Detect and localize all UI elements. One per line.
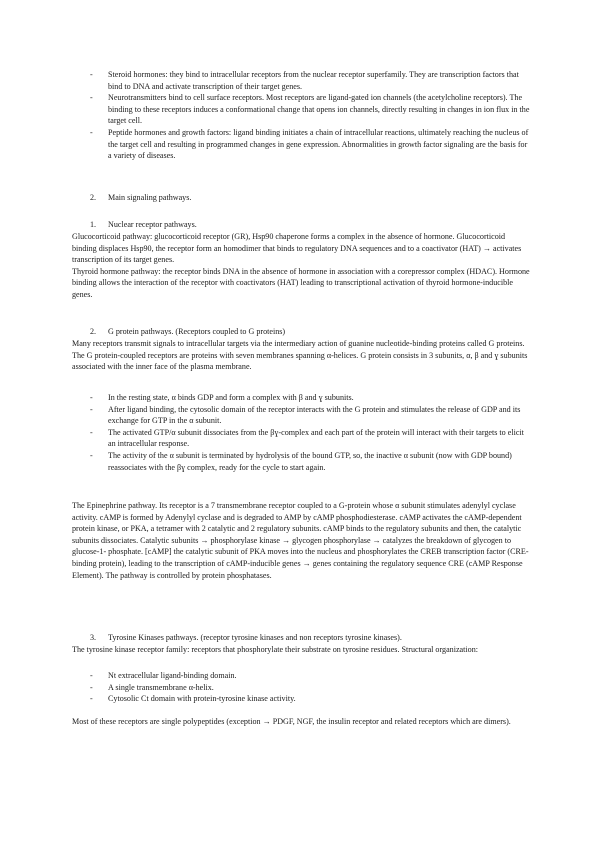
subsection-heading-nuclear: 1. Nuclear receptor pathways.: [90, 220, 197, 229]
list-item: - The activated GTP/α subunit dissociates from the βɣ-complex and each part of the protein will interact with their targets to elicit an intracellular response.: [90, 427, 524, 449]
glucocorticoid-paragraph: Glucocorticoid pathway: glucocorticoid receptor (GR), Hsp90 chaperone forms a complex in the absence of hormone. Glucocorticoid binding displaces Hsp90, the receptor form an homodimer that binds to regulatory DNA sequences and to a coactivator (HAT) → activates transcription of its target genes.: [72, 232, 522, 265]
section-heading-main-pathways: 2. Main signaling pathways.: [90, 193, 192, 202]
thyroid-paragraph: Thyroid hormone pathway: the receptor binds DNA in the absence of hormone in association with a corepressor complex (HDAC). Hormone binding allows the interaction of the receptor with coactivators (HAT) leading to transcriptional activation of thyroid hormone-inducible genes.: [72, 266, 530, 299]
gprotein-bullet-list: [90, 392, 530, 473]
epinephrine-paragraph: The Epinephrine pathway. Its receptor is a 7 transmembrane receptor coupled to a G-protein whose α subunit stimulates adenylyl cyclase activity. cAMP is formed by Adenylyl cyclase and is degraded to AMP by cAMP phosphodiesterase. cAMP activates the cAMP-dependent protein kinase, or PKA, a tetramer with 2 catalytic and 2 regulatory subunits. cAMP binds to the regulatory subunits and then, the catalytic subunits dissociates. Catalytic subunits → phosphorylase kinase → glycogen phosphorylase → catalyzes the breakdown of glycogen to glucose-1- phosphate. [cAMP] the catalytic subunit of PKA moves into the nucleus and phosphorylates the CREB transcription factor (CRE-binding protein), leading to the transcription of cAMP-inducible genes → genes containing the regulatory sequence CRE (cAMP Response Element). The pathway is controlled by protein phosphatases.: [72, 501, 529, 580]
list-item: - Steroid hormones: they bind to intracellular receptors from the nuclear receptor superfamily. They are transcription factors that bind to DNA and activate transcription of their target genes.: [90, 70, 519, 91]
list-item: - Nt extracellular ligand-binding domain.: [90, 671, 237, 680]
intro-bullet-list: [90, 69, 530, 162]
list-item: - A single transmembrane α-helix.: [90, 682, 214, 692]
subsection-heading-tyrosine: 3. Tyrosine Kinases pathways. (receptor tyrosine kinases and non receptors tyrosine kinases).: [90, 633, 402, 642]
tyrosine-bullet-list: [90, 670, 530, 705]
tyrosine-closing-paragraph: Most of these receptors are single polypeptides (exception → PDGF, NGF, the insulin receptor and related receptors which are dimers).: [72, 717, 511, 726]
list-item: - Cytosolic Ct domain with protein-tyrosine kinase activity.: [90, 694, 296, 704]
list-item: - Peptide hormones and growth factors: ligand binding initiates a chain of intracellular reactions, ultimately reaching the nucleus of the target cell and resulting in programmed changes in gene expression. Abnormalities in growth factor signaling are the basis for a variety of diseases.: [90, 127, 529, 161]
subsection-heading-gprotein: 2. G protein pathways. (Receptors coupled to G proteins): [90, 327, 286, 336]
nuclear-paragraphs: [72, 231, 530, 301]
list-item: - Neurotransmitters bind to cell surface receptors. Most receptors are ligand-gated ion channels (the acetylcholine receptors). The binding to these receptors induces a conformational change that opens ion channels, directly resulting in changes in ion flux in the target cell.: [90, 93, 530, 126]
list-item: - The activity of the α subunit is terminated by hydrolysis of the bound GTP, so, the inactive α subunit (now with GDP bound) reassociates with the βɣ complex, ready for the cycle to start again.: [90, 450, 512, 472]
list-item: - After ligand binding, the cytosolic domain of the receptor interacts with the G protein and stimulates the release of GDP and its exchange for GTP in the α subunit.: [90, 404, 521, 426]
list-item: - In the resting state, α binds GDP and form a complex with β and ɣ subunits.: [90, 393, 354, 402]
tyrosine-intro-paragraph: The tyrosine kinase receptor family: receptors that phosphorylate their substrate on tyrosine residues. Structural organization:: [72, 645, 478, 654]
gprotein-intro-paragraph: Many receptors transmit signals to intracellular targets via the intermediary action of guanine nucleotide-binding proteins called G proteins. The G protein-coupled receptors are proteins with seven membranes spanning α-helices. G protein consists in 3 subunits, α, β and ɣ subunits associated with the inner face of the plasma membrane.: [72, 339, 528, 372]
